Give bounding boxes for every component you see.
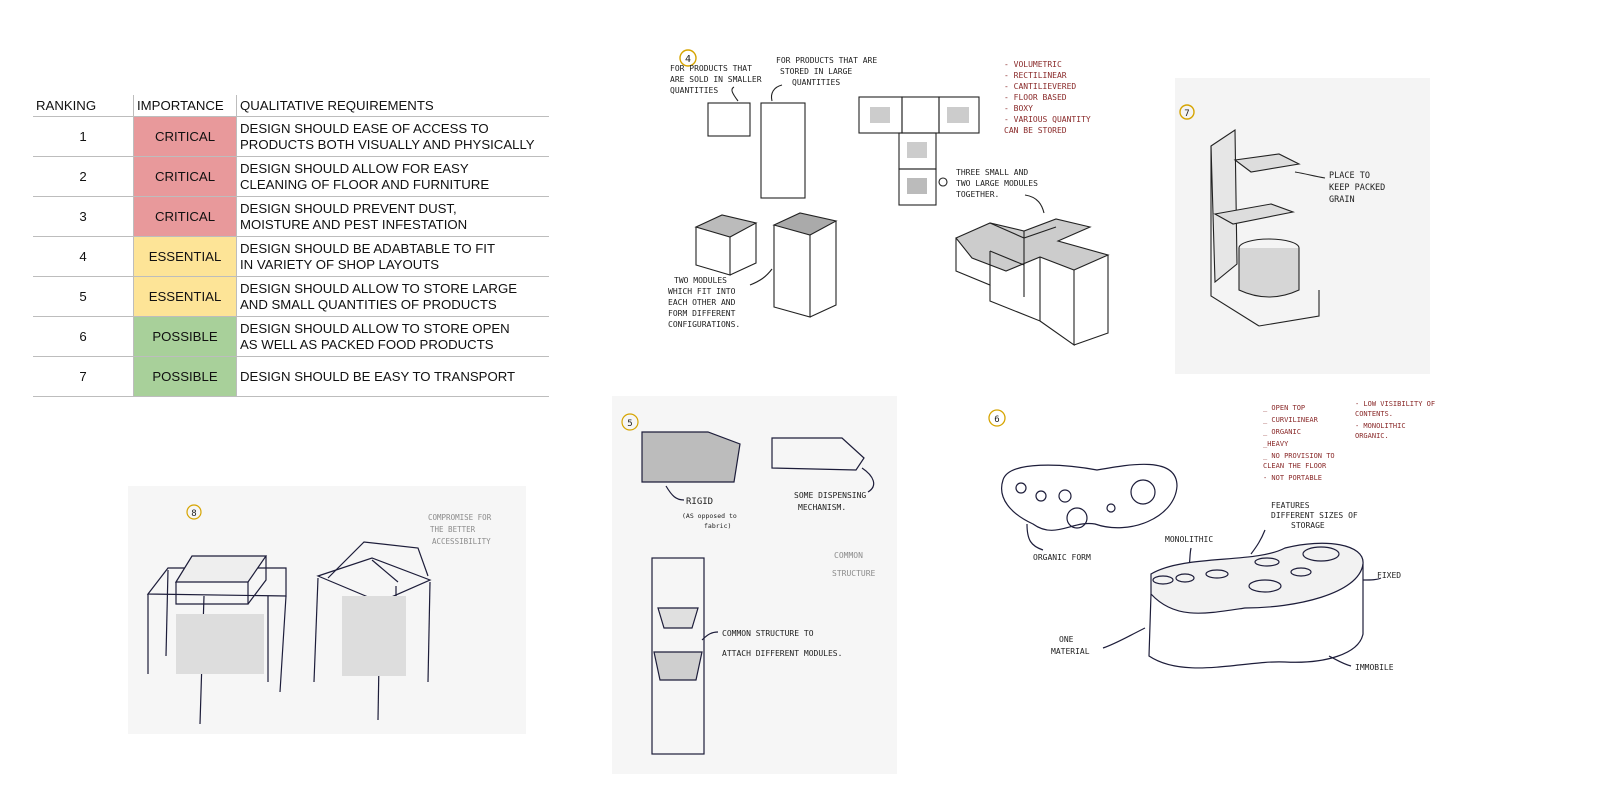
label-one-material (1051, 635, 1090, 656)
small-module-front (708, 103, 750, 136)
svg-text:FEATURES: FEATURES (1271, 501, 1310, 510)
sketch-shelf (1175, 78, 1435, 378)
svg-text:THREE SMALL AND: THREE SMALL AND (956, 168, 1029, 177)
label-organic-form (1033, 553, 1091, 562)
organic-iso-view (1149, 543, 1363, 668)
svg-text:fabric): fabric) (704, 522, 732, 530)
svg-text:ATTACH DIFFERENT MODULES.: ATTACH DIFFERENT MODULES. (722, 649, 843, 658)
requirements-table (33, 95, 549, 397)
svg-text:TOGETHER.: TOGETHER. (956, 190, 1000, 199)
sketch-number-badge (989, 410, 1005, 426)
svg-text:FORM DIFFERENT: FORM DIFFERENT (668, 309, 736, 318)
svg-text:MECHANISM.: MECHANISM. (798, 503, 847, 512)
svg-text:_ OPEN TOP: _ OPEN TOP (1263, 404, 1306, 412)
requirement-cell: DESIGN SHOULD ALLOW TO STORE LARGE AND SMALL QUANTITIES OF PRODUCTS (237, 277, 550, 317)
label-rigid (686, 497, 713, 507)
organic-properties-right (1355, 400, 1435, 440)
rank-cell: 4 (33, 237, 134, 277)
svg-text:STRUCTURE: STRUCTURE (832, 569, 876, 578)
requirement-cell: DESIGN SHOULD ALLOW TO STORE OPEN AS WELL AS PACKED FOOD PRODUCTS (237, 317, 550, 357)
svg-text:MONOLITHIC: MONOLITHIC (1165, 535, 1214, 544)
sketch-tables (128, 486, 528, 736)
svg-text:4: 4 (684, 54, 692, 65)
svg-text:_ NO PROVISION TO: _ NO PROVISION TO (1263, 452, 1335, 460)
t-configuration (859, 97, 979, 205)
arrow-line (732, 87, 738, 101)
svg-text:7: 7 (1184, 109, 1190, 119)
svg-text:THE BETTER: THE BETTER (430, 525, 476, 534)
importance-cell: ESSENTIAL (134, 237, 237, 277)
svg-text:STORED IN LARGE: STORED IN LARGE (780, 67, 853, 76)
organic-properties-left (1263, 404, 1335, 482)
svg-text:GRAIN: GRAIN (1329, 195, 1355, 205)
svg-text:FOR PRODUCTS THAT ARE: FOR PRODUCTS THAT ARE (776, 56, 878, 65)
header-importance: IMPORTANCE (134, 95, 237, 117)
organic-top-view (1002, 464, 1177, 530)
iso-combined-modules (956, 219, 1108, 345)
svg-text:RIGID: RIGID (686, 497, 714, 507)
svg-text:CONFIGURATIONS.: CONFIGURATIONS. (668, 320, 741, 329)
importance-cell: POSSIBLE (134, 357, 237, 397)
sketch-rigid (612, 396, 902, 776)
table-row (33, 237, 549, 277)
svg-text:CLEAN THE FLOOR: CLEAN THE FLOOR (1263, 462, 1327, 470)
arrow-line (1329, 656, 1351, 666)
table-row (33, 157, 549, 197)
sketch-organic (945, 394, 1450, 694)
svg-text:- VOLUMETRIC: - VOLUMETRIC (1004, 60, 1062, 69)
rank-cell: 6 (33, 317, 134, 357)
importance-cell: ESSENTIAL (134, 277, 237, 317)
rank-cell: 3 (33, 197, 134, 237)
svg-text:SOME DISPENSING: SOME DISPENSING (794, 491, 867, 500)
svg-text:- CANTILIEVERED: - CANTILIEVERED (1004, 82, 1077, 91)
requirement-cell: DESIGN SHOULD EASE OF ACCESS TO PRODUCTS BOTH VISUALLY AND PHYSICALLY (237, 117, 550, 157)
label-features (1271, 501, 1358, 530)
svg-text:- BOXY: - BOXY (1004, 104, 1033, 113)
svg-text:EACH OTHER AND: EACH OTHER AND (668, 298, 736, 307)
arrow-line (1251, 530, 1265, 554)
table-row (33, 117, 549, 157)
svg-text:ORGANIC.: ORGANIC. (1355, 432, 1389, 440)
svg-text:KEEP PACKED: KEEP PACKED (1329, 183, 1386, 193)
arrow-line (1103, 628, 1145, 648)
importance-cell: CRITICAL (134, 157, 237, 197)
svg-text:_ ORGANIC: _ ORGANIC (1263, 428, 1301, 436)
rank-cell: 2 (33, 157, 134, 197)
requirement-cell: DESIGN SHOULD PREVENT DUST, MOISTURE AND PEST INFESTATION (237, 197, 550, 237)
svg-text:- FLOOR BASED: - FLOOR BASED (1004, 93, 1067, 102)
table-header-row (33, 95, 549, 117)
label-fixed (1377, 571, 1401, 580)
requirement-cell: DESIGN SHOULD ALLOW FOR EASY CLEANING OF FLOOR AND FURNITURE (237, 157, 550, 197)
svg-text:ONE: ONE (1059, 635, 1074, 644)
svg-text:STORAGE: STORAGE (1291, 521, 1325, 530)
label-monolithic (1165, 535, 1213, 544)
note-small-products (670, 64, 762, 95)
requirement-cell: DESIGN SHOULD BE ADABTABLE TO FIT IN VARIETY OF SHOP LAYOUTS (237, 237, 550, 277)
arrow-line (771, 85, 782, 101)
svg-text:MATERIAL: MATERIAL (1051, 647, 1090, 656)
arrow-line (750, 269, 772, 285)
svg-text:TWO LARGE MODULES: TWO LARGE MODULES (956, 179, 1038, 188)
svg-text:COMPROMISE FOR: COMPROMISE FOR (428, 513, 492, 522)
header-ranking: RANKING (36, 98, 97, 113)
svg-text:QUANTITIES: QUANTITIES (792, 78, 841, 87)
svg-text:TWO MODULES: TWO MODULES (674, 276, 727, 285)
iso-large-module (774, 213, 836, 317)
svg-text:- MONOLITHIC: - MONOLITHIC (1355, 422, 1406, 430)
note-two-modules (668, 276, 740, 329)
importance-cell: CRITICAL (134, 197, 237, 237)
svg-text:WHICH FIT INTO: WHICH FIT INTO (668, 287, 736, 296)
svg-text:FIXED: FIXED (1377, 571, 1402, 580)
svg-text:- NOT PORTABLE: - NOT PORTABLE (1263, 474, 1323, 482)
rank-cell: 7 (33, 357, 134, 397)
svg-text:_HEAVY: _HEAVY (1263, 440, 1289, 448)
svg-text:_ CURVILINEAR: _ CURVILINEAR (1263, 416, 1318, 424)
header-requirements: QUALITATIVE REQUIREMENTS (237, 95, 550, 117)
svg-text:FOR PRODUCTS THAT: FOR PRODUCTS THAT (670, 64, 752, 73)
note-three-small-two-large (956, 168, 1038, 199)
svg-text:IMMOBILE: IMMOBILE (1355, 663, 1394, 672)
rank-cell: 5 (33, 277, 134, 317)
svg-text:QUANTITIES: QUANTITIES (670, 86, 719, 95)
importance-cell: POSSIBLE (134, 317, 237, 357)
svg-text:ORGANIC FORM: ORGANIC FORM (1033, 553, 1091, 562)
iso-small-module (696, 215, 756, 275)
svg-text:- LOW VISIBILITY OF: - LOW VISIBILITY OF (1355, 400, 1436, 408)
svg-text:COMMON STRUCTURE TO: COMMON STRUCTURE TO (722, 629, 814, 638)
svg-text:PLACE TO: PLACE TO (1329, 171, 1370, 181)
svg-text:DIFFERENT SIZES OF: DIFFERENT SIZES OF (1271, 511, 1358, 520)
svg-text:5: 5 (627, 419, 633, 429)
svg-text:ACCESSIBILITY: ACCESSIBILITY (432, 537, 491, 546)
svg-text:8: 8 (191, 509, 197, 519)
svg-text:CAN BE STORED: CAN BE STORED (1004, 126, 1067, 135)
svg-text:COMMON: COMMON (834, 551, 863, 560)
svg-text:- VARIOUS QUANTITY: - VARIOUS QUANTITY (1004, 115, 1091, 124)
sketch-modules (660, 45, 1140, 385)
table-row (33, 277, 549, 317)
table-row (33, 357, 549, 397)
svg-text:(AS opposed to: (AS opposed to (682, 512, 737, 520)
svg-text:- RECTILINEAR: - RECTILINEAR (1004, 71, 1067, 80)
large-module-front (761, 103, 805, 198)
svg-text:ARE SOLD IN SMALLER: ARE SOLD IN SMALLER (670, 75, 762, 84)
table-row (33, 317, 549, 357)
svg-text:CONTENTS.: CONTENTS. (1355, 410, 1393, 418)
note-large-products (776, 56, 877, 87)
requirement-cell: DESIGN SHOULD BE EASY TO TRANSPORT (237, 357, 550, 397)
label-immobile (1355, 663, 1394, 672)
importance-cell: CRITICAL (134, 117, 237, 157)
rank-cell: 1 (33, 117, 134, 157)
svg-text:6: 6 (994, 415, 1000, 425)
rigid-block (642, 432, 740, 482)
module-properties-list (1004, 60, 1091, 135)
arrow-line (1025, 195, 1044, 213)
table-row (33, 197, 549, 237)
